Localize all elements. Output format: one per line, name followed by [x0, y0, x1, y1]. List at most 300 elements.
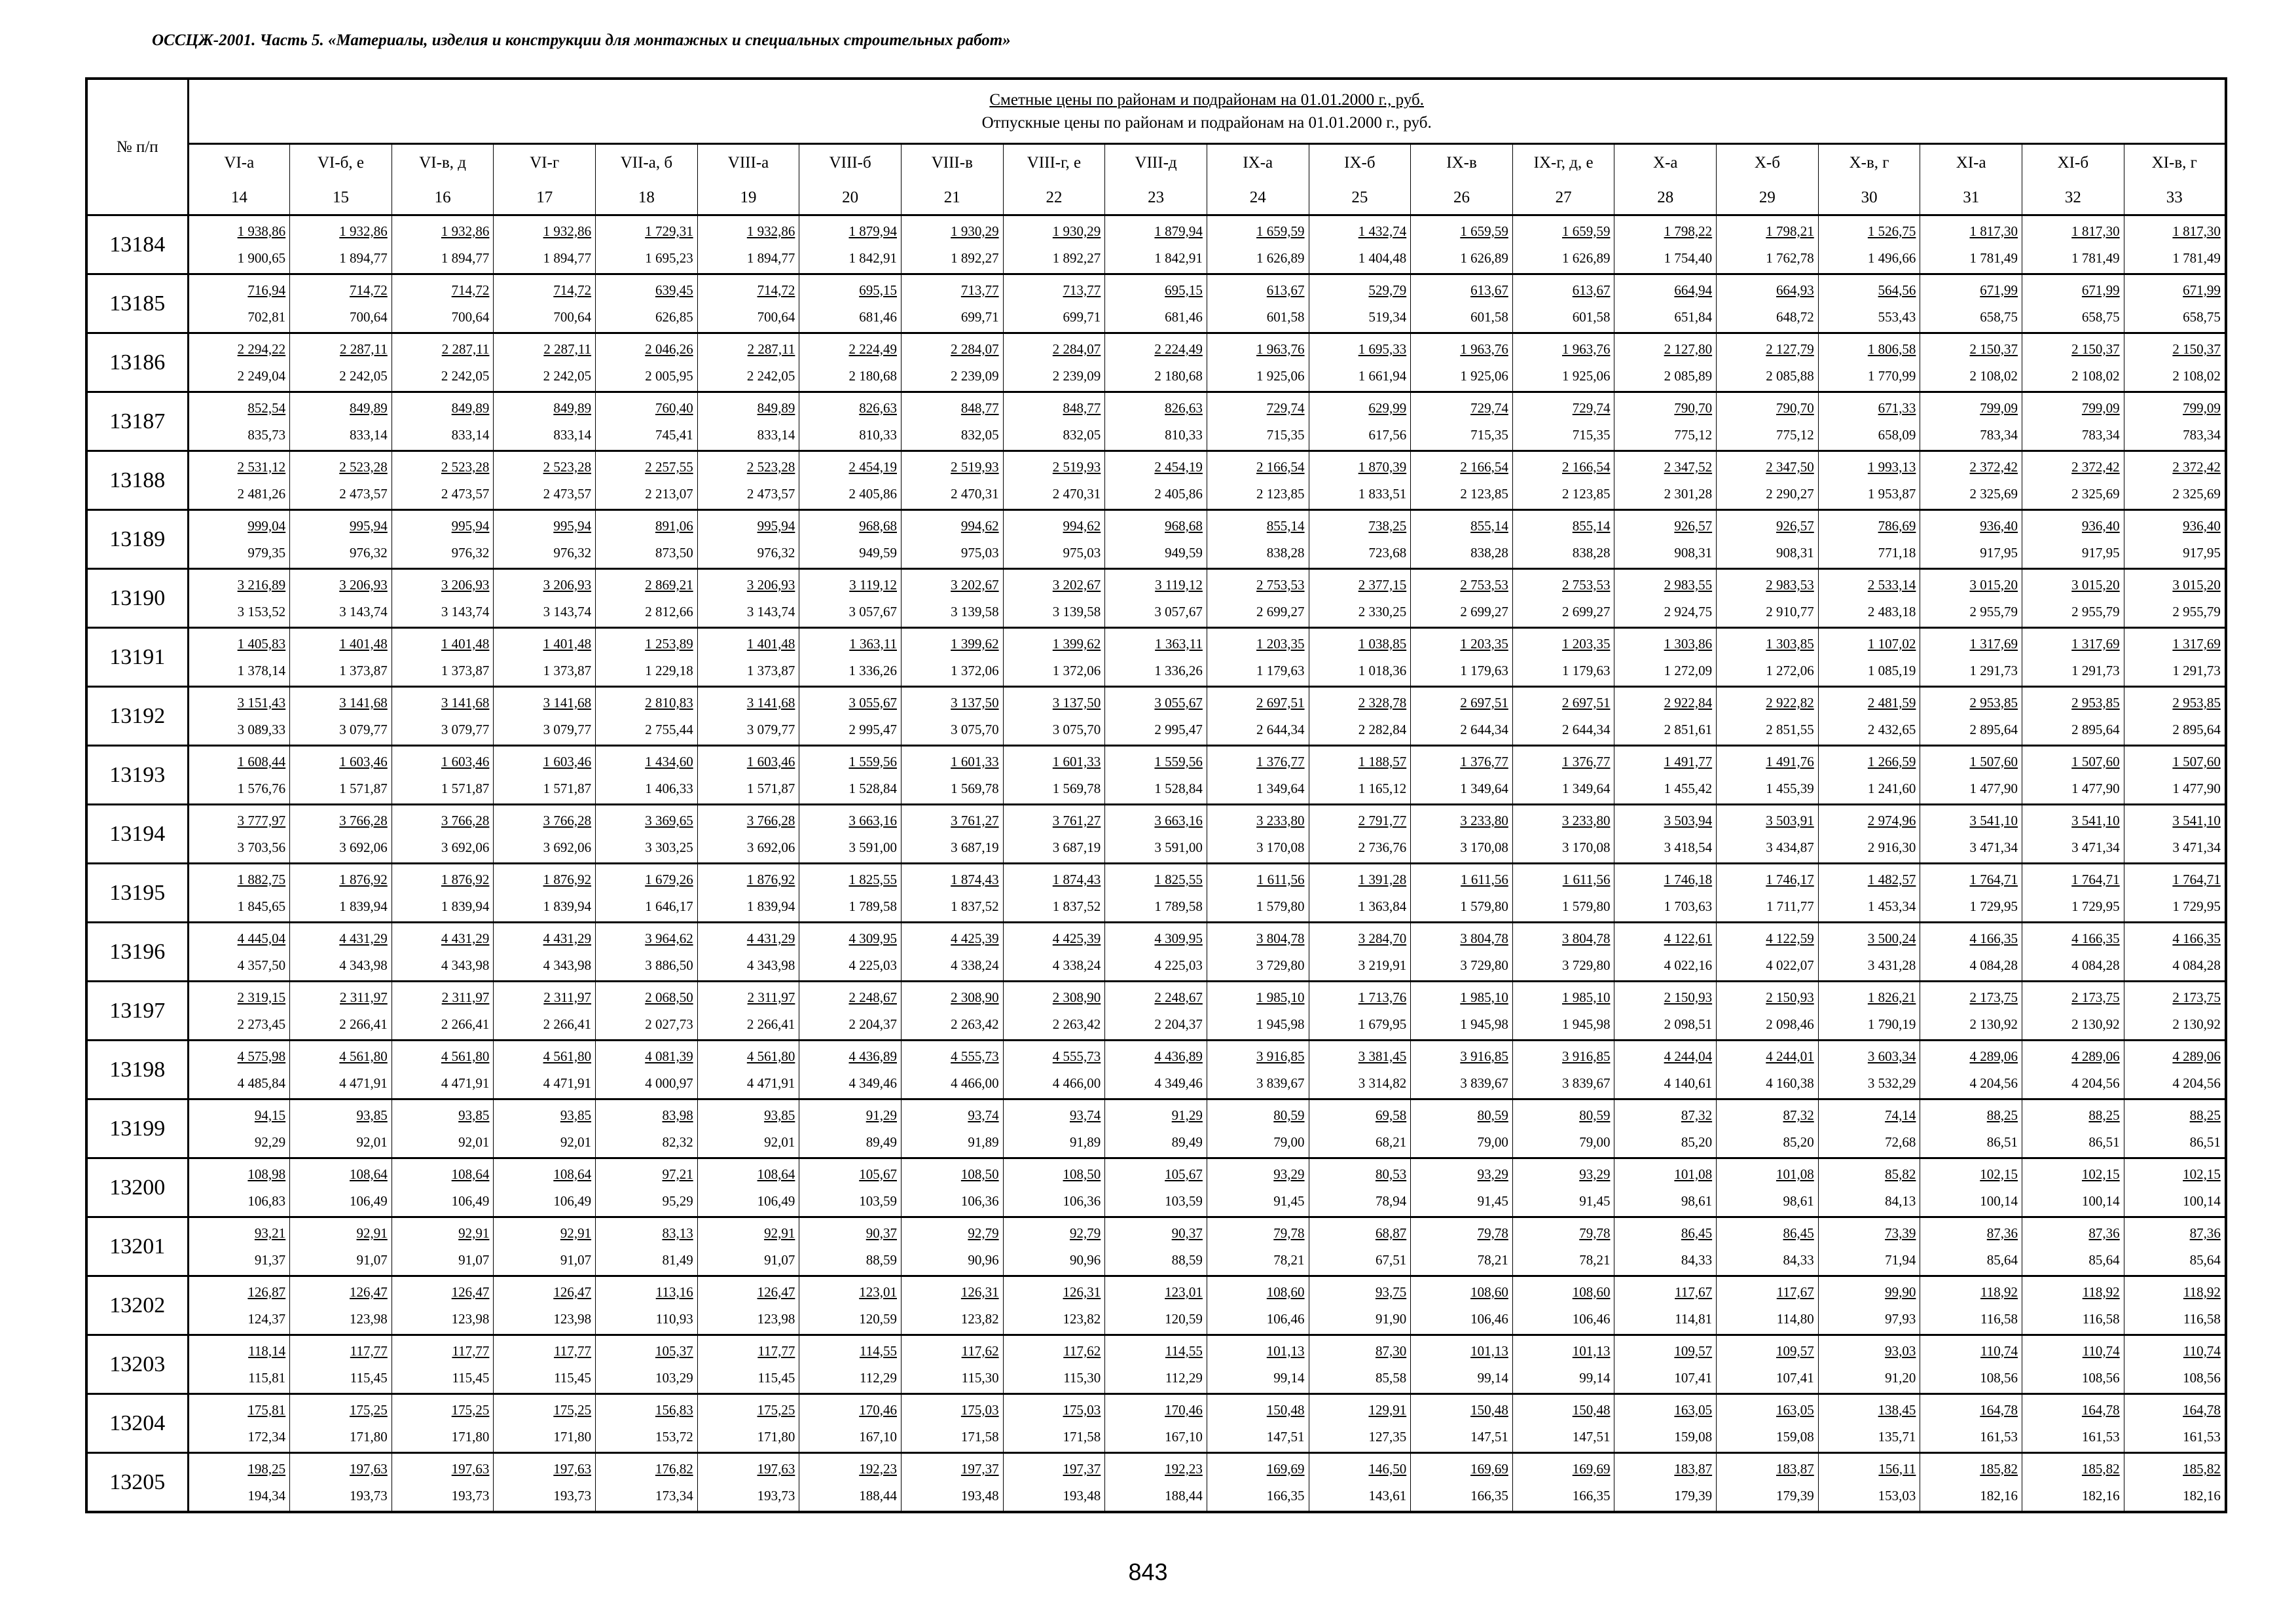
wholesale-price: 700,64	[350, 308, 388, 325]
wholesale-price: 115,45	[757, 1369, 795, 1386]
estimated-price: 80,59	[1477, 1107, 1508, 1123]
wholesale-price: 2 123,85	[1460, 485, 1508, 502]
wholesale-price: 1 770,99	[1867, 367, 1916, 384]
estimated-price: 108,50	[1063, 1166, 1101, 1182]
wholesale-price: 1 571,87	[339, 780, 388, 796]
price-cell	[290, 1158, 392, 1217]
column-number: 29	[1717, 181, 1819, 215]
estimated-price: 88,25	[2088, 1107, 2120, 1123]
estimated-price: 170,46	[859, 1401, 897, 1418]
wholesale-price: 1 945,98	[1561, 1016, 1611, 1032]
estimated-price: 3 055,67	[1154, 694, 1203, 710]
price-cell	[1411, 1335, 1513, 1394]
wholesale-price: 85,64	[2189, 1251, 2221, 1268]
wholesale-price: 116,58	[2183, 1310, 2221, 1327]
wholesale-price: 1 336,26	[1154, 662, 1203, 678]
wholesale-price: 92,01	[560, 1134, 592, 1150]
wholesale-price: 1 291,73	[2071, 662, 2120, 678]
estimated-price: 4 431,29	[339, 930, 388, 946]
wholesale-price: 3 314,82	[1358, 1075, 1407, 1091]
wholesale-price: 173,34	[655, 1487, 693, 1504]
price-cell	[1614, 923, 1717, 982]
price-cell	[2022, 1335, 2124, 1394]
wholesale-price: 2 432,65	[1867, 721, 1916, 737]
estimated-price: 197,37	[960, 1460, 999, 1477]
price-cell	[2124, 451, 2226, 510]
estimated-price: 68,87	[1375, 1225, 1407, 1241]
wholesale-price: 1 945,98	[1460, 1016, 1508, 1032]
estimated-price: 1 826,21	[1867, 989, 1916, 1005]
wholesale-price: 1 453,34	[1867, 898, 1916, 914]
price-cell	[1105, 923, 1207, 982]
estimated-price: 150,48	[1470, 1401, 1508, 1418]
price-cell	[1920, 982, 2022, 1041]
price-cell	[596, 864, 698, 923]
estimated-price: 1 876,92	[339, 871, 388, 887]
wholesale-price: 106,49	[553, 1192, 592, 1209]
estimated-price: 108,60	[1266, 1283, 1305, 1300]
estimated-price: 197,63	[757, 1460, 795, 1477]
wholesale-price: 2 473,57	[441, 485, 490, 502]
table-row	[86, 1394, 2226, 1453]
estimated-price: 101,13	[1572, 1342, 1611, 1359]
price-cell	[1717, 1158, 1819, 1217]
price-cell	[494, 1276, 596, 1335]
estimated-price: 163,05	[1776, 1401, 1814, 1418]
table-row	[86, 569, 2226, 628]
estimated-price: 93,29	[1273, 1166, 1305, 1182]
wholesale-price: 2 644,34	[1460, 721, 1508, 737]
price-cell	[1512, 510, 1614, 569]
estimated-price: 1 611,56	[1256, 871, 1305, 887]
estimated-price: 197,63	[553, 1460, 592, 1477]
price-cell	[901, 923, 1003, 982]
wholesale-price: 167,10	[1165, 1428, 1203, 1445]
price-cell	[2124, 1394, 2226, 1453]
estimated-price: 2 150,37	[2071, 341, 2120, 357]
row-number: 13186	[86, 333, 188, 392]
wholesale-price: 3 143,74	[441, 603, 490, 619]
estimated-price: 1 817,30	[1969, 223, 2018, 239]
price-cell	[1512, 1099, 1614, 1158]
estimated-price: 1 376,77	[1460, 753, 1508, 769]
estimated-price: 4 561,80	[746, 1048, 795, 1064]
wholesale-price: 3 079,77	[746, 721, 795, 737]
wholesale-price: 838,28	[1572, 544, 1611, 561]
price-cell	[2022, 923, 2124, 982]
wholesale-price: 2 108,02	[2071, 367, 2120, 384]
wholesale-price: 108,56	[2183, 1369, 2221, 1386]
wholesale-price: 85,20	[1783, 1134, 1814, 1150]
wholesale-price: 3 703,56	[237, 839, 286, 855]
price-cell	[290, 392, 392, 451]
wholesale-price: 188,44	[859, 1487, 897, 1504]
price-cell	[799, 392, 902, 451]
row-number: 13198	[86, 1041, 188, 1099]
estimated-price: 87,30	[1375, 1342, 1407, 1359]
price-cell	[2124, 1453, 2226, 1513]
estimated-price: 117,77	[757, 1342, 795, 1359]
wholesale-price: 2 473,57	[543, 485, 592, 502]
wholesale-price: 2 242,05	[441, 367, 490, 384]
estimated-price: 1 526,75	[1867, 223, 1916, 239]
wholesale-price: 92,01	[458, 1134, 490, 1150]
wholesale-price: 2 005,95	[645, 367, 693, 384]
price-cell	[2124, 1099, 2226, 1158]
wholesale-price: 2 213,07	[645, 485, 693, 502]
price-cell	[799, 1099, 902, 1158]
wholesale-price: 1 291,73	[2172, 662, 2221, 678]
price-cell	[1717, 687, 1819, 746]
price-cell	[290, 569, 392, 628]
row-number: 13201	[86, 1217, 188, 1276]
wholesale-price: 1 925,06	[1561, 367, 1611, 384]
wholesale-price: 91,07	[764, 1251, 795, 1268]
estimated-price: 848,77	[960, 399, 999, 416]
estimated-price: 2 294,22	[237, 341, 286, 357]
wholesale-price: 658,75	[2081, 308, 2120, 325]
estimated-price: 126,47	[553, 1283, 592, 1300]
estimated-price: 2 127,79	[1766, 341, 1814, 357]
wholesale-price: 194,34	[247, 1487, 286, 1504]
estimated-price: 175,25	[451, 1401, 490, 1418]
estimated-price: 99,90	[1885, 1283, 1916, 1300]
price-cell	[799, 569, 902, 628]
price-cell	[1105, 628, 1207, 687]
row-number: 13199	[86, 1099, 188, 1158]
wholesale-price: 182,16	[2183, 1487, 2221, 1504]
estimated-price: 1 746,17	[1766, 871, 1814, 887]
table-row	[86, 746, 2226, 805]
price-cell	[901, 628, 1003, 687]
wholesale-price: 775,12	[1776, 426, 1814, 443]
price-cell	[494, 1394, 596, 1453]
estimated-price: 156,83	[655, 1401, 693, 1418]
wholesale-price: 3 692,06	[339, 839, 388, 855]
price-cell	[1512, 274, 1614, 333]
column-number: 32	[2022, 181, 2124, 215]
estimated-price: 93,21	[254, 1225, 286, 1241]
price-cell	[1818, 1041, 1920, 1099]
wholesale-price: 3 729,80	[1460, 957, 1508, 973]
estimated-price: 4 575,98	[237, 1048, 286, 1064]
wholesale-price: 89,49	[866, 1134, 897, 1150]
estimated-price: 2 328,78	[1358, 694, 1407, 710]
wholesale-price: 2 699,27	[1460, 603, 1508, 619]
wholesale-price: 976,32	[553, 544, 592, 561]
price-cell	[1717, 392, 1819, 451]
wholesale-price: 3 839,67	[1460, 1075, 1508, 1091]
wholesale-price: 2 266,41	[746, 1016, 795, 1032]
price-cell	[1207, 805, 1309, 864]
price-cell	[1920, 333, 2022, 392]
price-cell	[290, 274, 392, 333]
wholesale-price: 107,41	[1776, 1369, 1814, 1386]
estimated-price: 175,03	[1063, 1401, 1101, 1418]
price-cell	[901, 746, 1003, 805]
table-row	[86, 1217, 2226, 1276]
district-header: VI-в, д	[392, 144, 494, 182]
row-number: 13191	[86, 628, 188, 687]
wholesale-price: 100,14	[2183, 1192, 2221, 1209]
price-cell	[901, 1217, 1003, 1276]
wholesale-price: 179,39	[1674, 1487, 1713, 1504]
estimated-price: 169,69	[1572, 1460, 1611, 1477]
wholesale-price: 1 018,36	[1358, 662, 1407, 678]
price-cell	[188, 1394, 290, 1453]
estimated-price: 3 015,20	[1969, 576, 2018, 593]
wholesale-price: 1 754,40	[1664, 249, 1713, 266]
price-cell	[392, 510, 494, 569]
wholesale-price: 4 466,00	[951, 1075, 999, 1091]
estimated-price: 1 482,57	[1867, 871, 1916, 887]
estimated-price: 1 491,76	[1766, 753, 1814, 769]
price-cell	[1105, 864, 1207, 923]
wholesale-price: 166,35	[1572, 1487, 1611, 1504]
estimated-price: 73,39	[1885, 1225, 1916, 1241]
wholesale-price: 106,83	[247, 1192, 286, 1209]
price-cell	[1105, 1158, 1207, 1217]
price-cell	[1920, 864, 2022, 923]
wholesale-price: 1 842,91	[1154, 249, 1203, 266]
estimated-price: 69,58	[1375, 1107, 1407, 1123]
wholesale-price: 85,64	[1986, 1251, 2018, 1268]
estimated-price: 1 363,11	[849, 635, 897, 652]
wholesale-price: 2 239,09	[951, 367, 999, 384]
wholesale-price: 3 079,77	[441, 721, 490, 737]
wholesale-price: 171,80	[451, 1428, 490, 1445]
estimated-price: 1 391,28	[1358, 871, 1407, 887]
price-cell	[1105, 274, 1207, 333]
price-cell	[799, 1276, 902, 1335]
wholesale-price: 3 170,08	[1256, 839, 1305, 855]
table-row	[86, 628, 2226, 687]
district-header: XI-а	[1920, 144, 2022, 182]
price-cell	[1105, 392, 1207, 451]
wholesale-price: 833,14	[553, 426, 592, 443]
price-cell	[596, 628, 698, 687]
price-cell	[799, 746, 902, 805]
estimated-price: 175,03	[960, 1401, 999, 1418]
wholesale-price: 2 180,68	[1154, 367, 1203, 384]
estimated-price: 2 173,75	[2172, 989, 2221, 1005]
price-cell	[1614, 1394, 1717, 1453]
price-cell	[494, 1158, 596, 1217]
price-cell	[596, 982, 698, 1041]
wholesale-price: 873,50	[655, 544, 693, 561]
estimated-price: 126,31	[1063, 1283, 1101, 1300]
wholesale-price: 1 372,06	[1052, 662, 1101, 678]
estimated-price: 1 188,57	[1358, 753, 1407, 769]
wholesale-price: 976,32	[350, 544, 388, 561]
estimated-price: 87,36	[2088, 1225, 2120, 1241]
price-cell	[1309, 1217, 1411, 1276]
wholesale-price: 3 692,06	[441, 839, 490, 855]
price-cell	[1614, 864, 1717, 923]
wholesale-price: 3 532,29	[1867, 1075, 1916, 1091]
estimated-price: 790,70	[1674, 399, 1713, 416]
estimated-price: 1 266,59	[1867, 753, 1916, 769]
estimated-price: 671,33	[1878, 399, 1916, 416]
estimated-price: 1 932,86	[746, 223, 795, 239]
wholesale-price: 833,14	[451, 426, 490, 443]
wholesale-price: 1 579,80	[1561, 898, 1611, 914]
price-cell	[1512, 215, 1614, 274]
wholesale-price: 78,21	[1579, 1251, 1611, 1268]
price-cell	[1309, 1453, 1411, 1513]
price-cell	[697, 569, 799, 628]
wholesale-price: 3 170,08	[1561, 839, 1611, 855]
wholesale-price: 4 343,98	[441, 957, 490, 973]
estimated-price: 1 825,55	[1154, 871, 1203, 887]
wholesale-price: 2 955,79	[2071, 603, 2120, 619]
price-cell	[1309, 1276, 1411, 1335]
estimated-price: 1 659,59	[1460, 223, 1508, 239]
estimated-price: 175,25	[757, 1401, 795, 1418]
estimated-price: 1 659,59	[1561, 223, 1611, 239]
wholesale-price: 135,71	[1878, 1428, 1916, 1445]
price-cell	[1717, 451, 1819, 510]
wholesale-price: 95,29	[662, 1192, 693, 1209]
estimated-price: 4 425,39	[951, 930, 999, 946]
wholesale-price: 1 789,58	[848, 898, 897, 914]
wholesale-price: 3 692,06	[543, 839, 592, 855]
estimated-price: 2 454,19	[848, 458, 897, 475]
wholesale-price: 775,12	[1674, 426, 1713, 443]
wholesale-price: 3 471,34	[1969, 839, 2018, 855]
wholesale-price: 2 699,27	[1256, 603, 1305, 619]
estimated-price: 2 481,59	[1867, 694, 1916, 710]
price-cell	[392, 1453, 494, 1513]
wholesale-price: 3 431,28	[1867, 957, 1916, 973]
table-row	[86, 1335, 2226, 1394]
estimated-price: 826,63	[859, 399, 897, 416]
wholesale-price: 553,43	[1878, 308, 1916, 325]
wholesale-price: 85,64	[2088, 1251, 2120, 1268]
wholesale-price: 723,68	[1368, 544, 1407, 561]
wholesale-price: 2 123,85	[1561, 485, 1611, 502]
document-header: ОССЦЖ-2001. Часть 5. «Материалы, изделия и конструкции для монтажных и специальных строительных работ»	[152, 31, 1011, 49]
estimated-price: 2 287,11	[543, 341, 592, 357]
wholesale-price: 1 729,95	[2172, 898, 2221, 914]
price-cell	[1105, 1217, 1207, 1276]
price-cell	[2124, 215, 2226, 274]
wholesale-price: 700,64	[451, 308, 490, 325]
price-cell	[1207, 1158, 1309, 1217]
wholesale-price: 2 644,34	[1256, 721, 1305, 737]
price-cell	[1309, 215, 1411, 274]
price-cell	[1003, 392, 1105, 451]
estimated-price: 4 555,73	[1052, 1048, 1101, 1064]
price-cell	[1920, 1394, 2022, 1453]
price-cell	[1818, 1453, 1920, 1513]
estimated-price: 109,57	[1776, 1342, 1814, 1359]
price-cell	[494, 687, 596, 746]
estimated-price: 2 974,96	[1867, 812, 1916, 828]
estimated-price: 3 663,16	[1154, 812, 1203, 828]
wholesale-price: 115,30	[961, 1369, 999, 1386]
price-cell	[1207, 923, 1309, 982]
estimated-price: 671,99	[1980, 282, 2018, 298]
estimated-price: 92,91	[560, 1225, 592, 1241]
estimated-price: 3 804,78	[1256, 930, 1305, 946]
estimated-price: 1 401,48	[441, 635, 490, 652]
wholesale-price: 2 325,69	[1969, 485, 2018, 502]
price-cell	[1207, 1394, 1309, 1453]
price-cell	[596, 687, 698, 746]
estimated-price: 4 166,35	[1969, 930, 2018, 946]
wholesale-price: 99,14	[1273, 1369, 1305, 1386]
price-cell	[1920, 687, 2022, 746]
wholesale-price: 115,30	[1063, 1369, 1101, 1386]
wholesale-price: 745,41	[655, 426, 693, 443]
price-cell	[901, 510, 1003, 569]
estimated-price: 639,45	[655, 282, 693, 298]
estimated-price: 118,92	[2082, 1283, 2120, 1300]
row-number: 13188	[86, 451, 188, 510]
estimated-price: 2 257,55	[645, 458, 693, 475]
estimated-price: 183,87	[1776, 1460, 1814, 1477]
wholesale-price: 182,16	[1980, 1487, 2018, 1504]
estimated-price: 2 983,55	[1664, 576, 1713, 593]
estimated-price: 1 432,74	[1358, 223, 1407, 239]
price-cell	[494, 1099, 596, 1158]
price-cell	[188, 274, 290, 333]
price-cell	[290, 215, 392, 274]
price-cell	[901, 1335, 1003, 1394]
estimated-price: 114,55	[860, 1342, 897, 1359]
wholesale-price: 84,13	[1885, 1192, 1916, 1209]
price-cell	[494, 274, 596, 333]
price-cell	[1818, 215, 1920, 274]
wholesale-price: 2 325,69	[2071, 485, 2120, 502]
estimated-price: 3 603,34	[1867, 1048, 1916, 1064]
estimated-price: 995,94	[553, 517, 592, 534]
estimated-price: 2 166,54	[1460, 458, 1508, 475]
estimated-price: 4 289,06	[1969, 1048, 2018, 1064]
price-cell	[1614, 982, 1717, 1041]
price-cell	[1003, 687, 1105, 746]
estimated-price: 183,87	[1674, 1460, 1713, 1477]
estimated-price: 2 248,67	[1154, 989, 1203, 1005]
wholesale-price: 2 242,05	[746, 367, 795, 384]
wholesale-price: 1 477,90	[1969, 780, 2018, 796]
wholesale-price: 4 225,03	[1154, 957, 1203, 973]
estimated-price: 3 141,68	[746, 694, 795, 710]
estimated-price: 3 206,93	[339, 576, 388, 593]
estimated-price: 91,29	[866, 1107, 897, 1123]
price-cell	[1614, 1276, 1717, 1335]
row-number: 13189	[86, 510, 188, 569]
price-cell	[2022, 510, 2124, 569]
price-cell	[2124, 628, 2226, 687]
wholesale-price: 1 241,60	[1867, 780, 1916, 796]
estimated-price: 105,37	[655, 1342, 693, 1359]
wholesale-price: 166,35	[1470, 1487, 1508, 1504]
price-cell	[697, 1217, 799, 1276]
wholesale-price: 193,48	[960, 1487, 999, 1504]
header-row-groups	[86, 79, 2226, 144]
wholesale-price: 3 143,74	[543, 603, 592, 619]
estimated-price: 1 317,69	[2172, 635, 2221, 652]
estimated-price: 164,78	[2081, 1401, 2120, 1418]
estimated-price: 1 985,10	[1561, 989, 1611, 1005]
wholesale-price: 917,95	[2183, 544, 2221, 561]
price-cell	[799, 510, 902, 569]
estimated-price: 738,25	[1368, 517, 1407, 534]
estimated-price: 1 401,48	[543, 635, 592, 652]
wholesale-price: 91,89	[1070, 1134, 1101, 1150]
